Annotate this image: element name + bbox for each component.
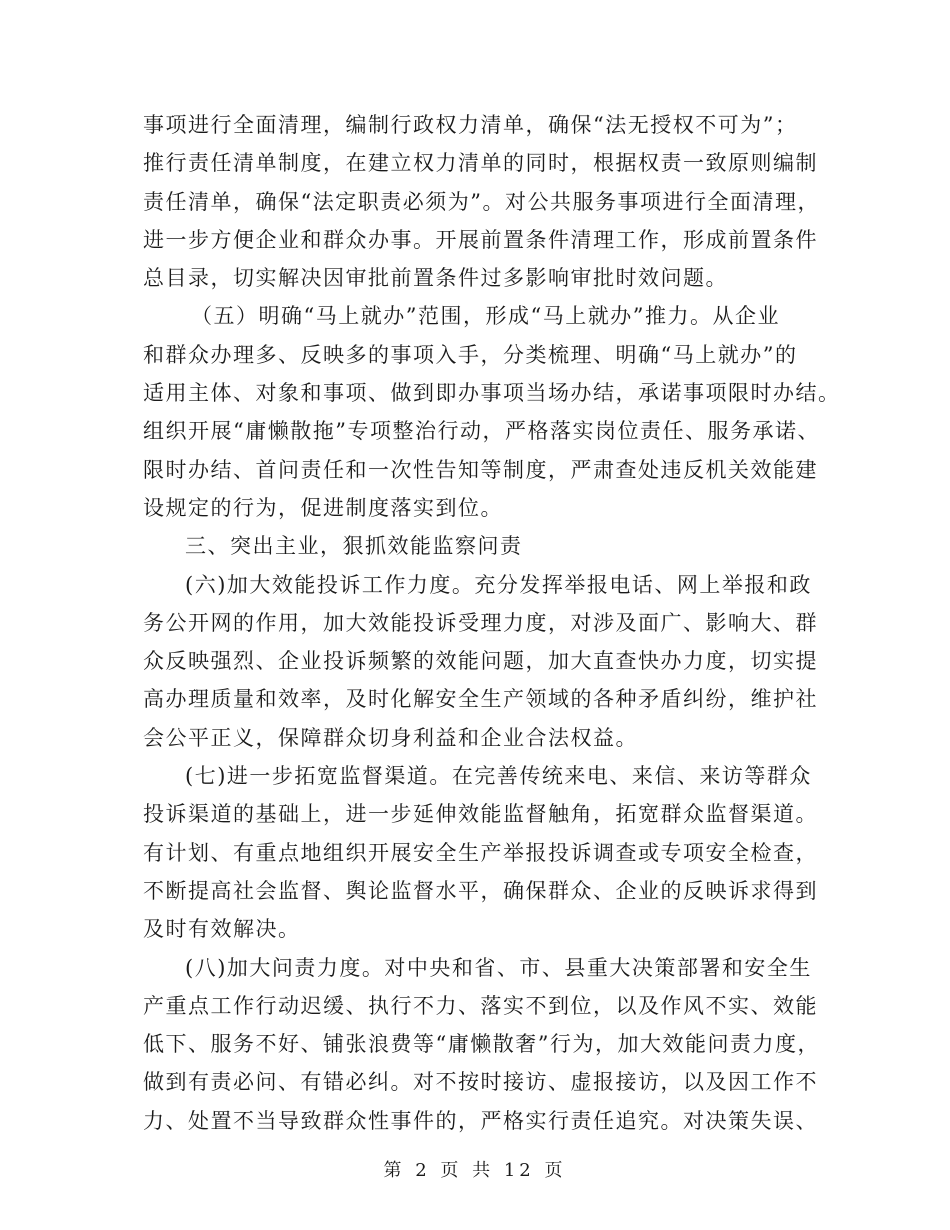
text-line: 进一步方便企业和群众办事。开展前置条件清理工作，形成前置条件 bbox=[143, 227, 818, 252]
text-line: 有计划、有重点地组织开展安全生产举报投诉调查或专项安全检查， bbox=[143, 840, 818, 865]
document-body bbox=[143, 106, 841, 1140]
text-line: 务公开网的作用，加大效能投诉受理力度，对涉及面广、影响大、群 bbox=[143, 610, 818, 635]
text-line: 及时有效解决。 bbox=[143, 917, 301, 942]
text-line: 限时办结、首问责任和一次性告知等制度，严肃查处违反机关效能建 bbox=[143, 457, 818, 482]
text-line: 和群众办理多、反映多的事项入手，分类梳理、明确“马上就办”的 bbox=[143, 342, 798, 367]
text-line: 高办理质量和效率，及时化解安全生产领域的各种矛盾纠纷，维护社 bbox=[143, 687, 818, 712]
page-footer bbox=[0, 1156, 950, 1182]
text-line: 力、处置不当导致群众性事件的，严格实行责任追究。对决策失误、 bbox=[143, 1108, 818, 1133]
text-line: 组织开展“庸懒散拖”专项整治行动，严格落实岗位责任、服务承诺、 bbox=[143, 419, 820, 444]
page-number: 第 2 页 共 12 页 bbox=[383, 1160, 567, 1181]
text-line: 推行责任清单制度，在建立权力清单的同时，根据权责一致原则编制 bbox=[143, 151, 818, 176]
paragraph-first-line: (八)加大问责力度。对中央和省、市、县重大决策部署和安全生 bbox=[185, 955, 812, 980]
text-line: 会公平正义，保障群众切身利益和企业合法权益。 bbox=[143, 725, 638, 750]
text-line: 适用主体、对象和事项、做到即办事项当场办结，承诺事项限时办结。 bbox=[143, 381, 841, 406]
paragraph-first-line: （五）明确“马上就办”范围，形成“马上就办”推力。从企业 bbox=[191, 304, 780, 329]
text-line: 低下、服务不好、铺张浪费等“庸懒散奢”行为，加大效能问责力度， bbox=[143, 1032, 820, 1057]
paragraph-first-line: (七)进一步拓宽监督渠道。在完善传统来电、来信、来访等群众 bbox=[185, 764, 812, 789]
text-line: 事项进行全面清理，编制行政权力清单，确保“法无授权不可为”； bbox=[143, 113, 798, 137]
text-line: 众反映强烈、企业投诉频繁的效能问题，加大直查快办力度，切实提 bbox=[143, 649, 818, 674]
text-line: 不断提高社会监督、舆论监督水平，确保群众、企业的反映诉求得到 bbox=[143, 878, 818, 903]
section-heading: 三、突出主业，狠抓效能监察问责 bbox=[185, 534, 523, 559]
text-line: 产重点工作行动迟缓、执行不力、落实不到位，以及作风不实、效能 bbox=[143, 993, 818, 1018]
text-line: 投诉渠道的基础上，进一步延伸效能监督触角，拓宽群众监督渠道。 bbox=[143, 802, 818, 827]
text-line: 做到有责必问、有错必纠。对不按时接访、虚报接访，以及因工作不 bbox=[143, 1070, 818, 1095]
paragraph-first-line: (六)加大效能投诉工作力度。充分发挥举报电话、网上举报和政 bbox=[185, 572, 812, 597]
text-line: 设规定的行为，促进制度落实到位。 bbox=[143, 495, 503, 520]
text-line: 总目录，切实解决因审批前置条件过多影响审批时效问题。 bbox=[143, 266, 728, 291]
text-line: 责任清单，确保“法定职责必须为”。对公共服务事项进行全面清理， bbox=[143, 189, 820, 214]
